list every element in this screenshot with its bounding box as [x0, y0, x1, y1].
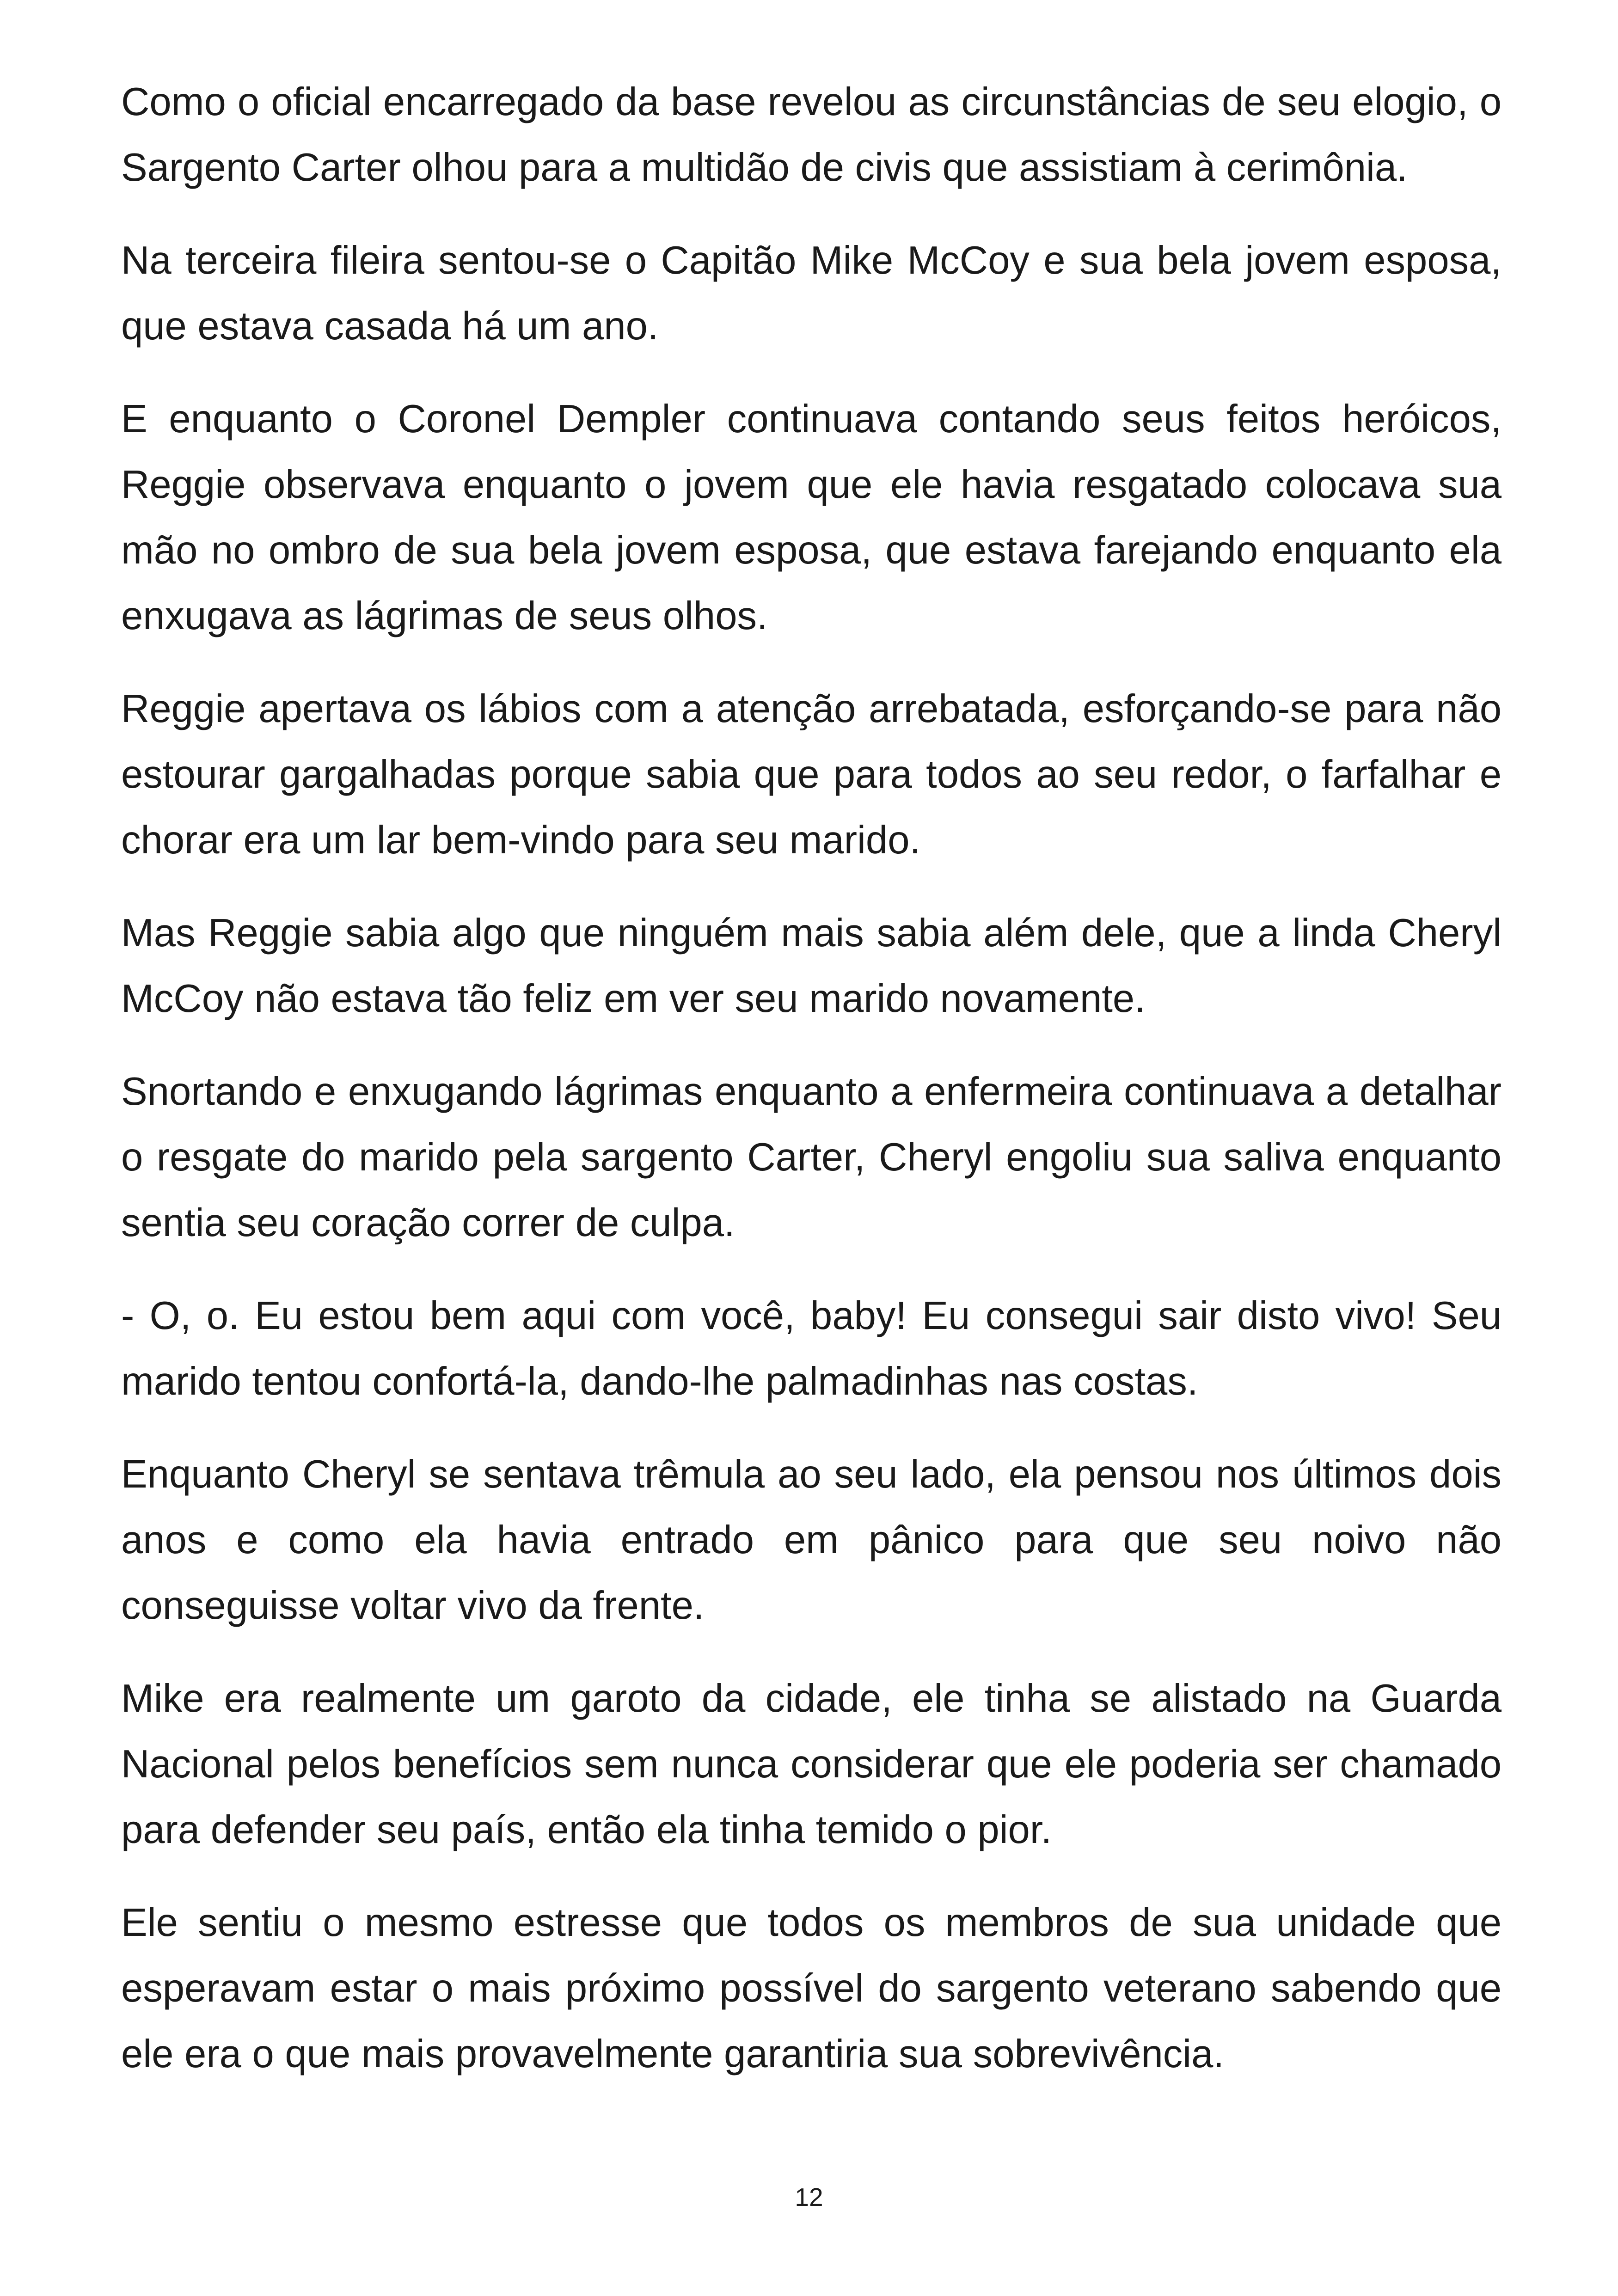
paragraph: Snortando e enxugando lágrimas enquanto a enfermeira continuava a detalhar o resgate do marido pela sargento Carter, Cheryl engoliu sua saliva enquanto sentia seu coração correr de culpa.: [121, 1070, 1502, 1245]
paragraph: Enquanto Cheryl se sentava trêmula ao seu lado, ela pensou nos últimos dois anos e como ela havia entrado em pânico para que seu noivo não conseguisse voltar vivo da frente.: [121, 1452, 1502, 1628]
body-text: [121, 69, 1502, 2114]
paragraph: Reggie apertava os lábios com a atenção arrebatada, esforçando-se para não estourar gargalhadas porque sabia que para todos ao seu redor, o farfalhar e chorar era um lar bem-vindo para seu marido.: [121, 687, 1502, 862]
paragraph: Na terceira fileira sentou-se o Capitão Mike McCoy e sua bela jovem esposa, que estava casada há um ano.: [121, 239, 1502, 348]
paragraph: - O, o. Eu estou bem aqui com você, baby! Eu consegui sair disto vivo! Seu marido tentou confortá-la, dando-lhe palmadinhas nas costas.: [121, 1294, 1502, 1403]
paragraph: Mike era realmente um garoto da cidade, ele tinha se alistado na Guarda Nacional pelos benefícios sem nunca considerar que ele poderia ser chamado para defender seu país, então ela tinha temido o pior.: [121, 1677, 1502, 1852]
paragraph: E enquanto o Coronel Dempler continuava contando seus feitos heróicos, Reggie observava enquanto o jovem que ele havia resgatado colocava sua mão no ombro de sua bela jovem esposa, que estava farejando enquanto ela enxugava as lágrimas de seus olhos.: [121, 397, 1502, 638]
paragraph: Mas Reggie sabia algo que ninguém mais sabia além dele, que a linda Cheryl McCoy não estava tão feliz em ver seu marido novamente.: [121, 911, 1502, 1021]
page-number: 12: [795, 2183, 823, 2211]
paragraph: Como o oficial encarregado da base revelou as circunstâncias de seu elogio, o Sargento Carter olhou para a multidão de civis que assistiam à cerimônia.: [121, 80, 1502, 190]
paragraph: Ele sentiu o mesmo estresse que todos os membros de sua unidade que esperavam estar o mais próximo possível do sargento veterano sabendo que ele era o que mais provavelmente garantiria sua sobrevivência.: [121, 1901, 1502, 2076]
